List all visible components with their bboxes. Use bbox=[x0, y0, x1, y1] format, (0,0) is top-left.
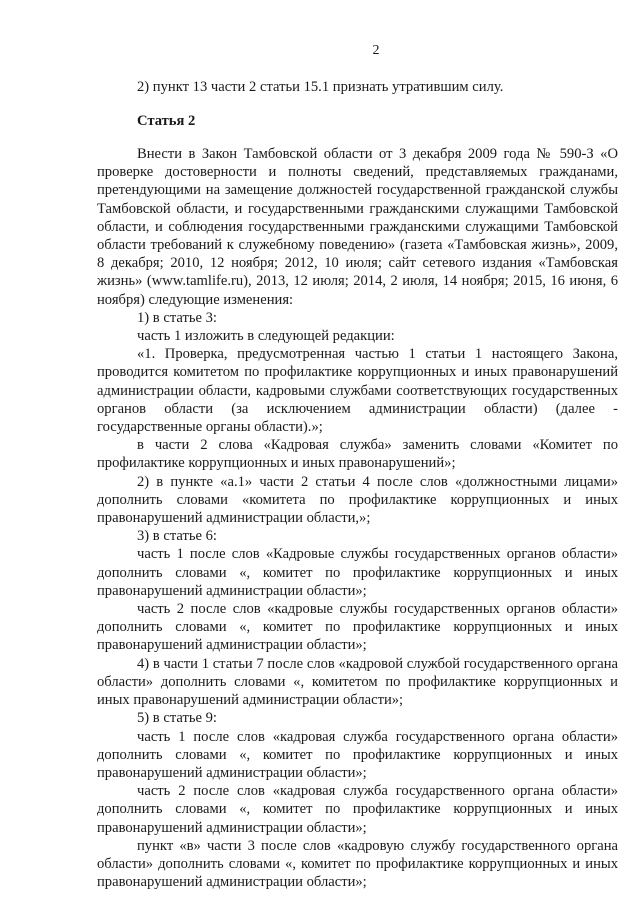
article-heading: Статья 2 bbox=[137, 113, 196, 129]
paragraph: часть 1 после слов «Кадровые службы государственных органов области» дополнить словами «, комитет по профилактике коррупционных и иных правонарушений администрации области»; bbox=[97, 546, 618, 599]
paragraph-item-3: 3) в статье 6: bbox=[137, 528, 217, 545]
paragraph-item-5: 5) в статье 9: bbox=[137, 710, 217, 727]
paragraph: в части 2 слова «Кадровая служба» заменить словами «Комитет по профилактике коррупционных и иных правонарушений»; bbox=[97, 437, 618, 472]
page-number: 2 bbox=[372, 43, 380, 58]
paragraph: часть 2 после слов «кадровая служба государственного органа области» дополнить словами «, комитет по профилактике коррупционных и иных правонарушений администрации области»; bbox=[97, 783, 618, 836]
article-body bbox=[97, 145, 618, 891]
paragraph: часть 2 после слов «кадровые службы государственных органов области» дополнить словами «, комитет по профилактике коррупционных и иных правонарушений администрации области»; bbox=[97, 601, 618, 654]
paragraph-first-line: 2) пункт 13 части 2 статьи 15.1 признать утратившим силу. bbox=[137, 79, 504, 95]
paragraph: «1. Проверка, предусмотренная частью 1 статьи 1 настоящего Закона, проводится комитетом по профилактике коррупционных и иных правонарушений администрации области, кадровыми службами соответствующих государственных органов области (за исключением администрации области) (далее - государственные органы области).»; bbox=[97, 346, 618, 436]
paragraph: пункт «в» части 3 после слов «кадровую службу государственного органа области» дополнить словами «, комитет по профилактике коррупционных и иных правонарушений администрации области»; bbox=[97, 837, 618, 891]
paragraph-item-4: 4) в части 1 статьи 7 после слов «кадровой службой государственного органа области» дополнить словами «, комитетом по профилактике коррупционных и иных правонарушений администрации области»; bbox=[97, 655, 618, 709]
paragraph-item-1: 1) в статье 3: bbox=[137, 309, 217, 326]
paragraph-intro: Внести в Закон Тамбовской области от 3 декабря 2009 года № 590-З «О проверке достоверности и полноты сведений, представляемых гражданами, претендующими на замещение должностей государственной гражданской службы Тамбовской области, и государственными гражданскими служащими Тамбовской области, и соблюдения государственными гражданскими служащими Тамбовской области требований к служебному поведению» (газета «Тамбовская жизнь», 2009, 8 декабря; 2010, 12 ноября; 2012, 10 июля; сайт сетевого издания «Тамбовская жизнь» (www.tamlife.ru), 2013, 12 июля; 2014, 2 июля, 14 ноября; 2015, 16 июня, 6 ноября) следующие изменения: bbox=[97, 146, 618, 308]
paragraph: часть 1 после слов «кадровая служба государственного органа области» дополнить словами «, комитет по профилактике коррупционных и иных правонарушений администрации области»; bbox=[97, 728, 618, 781]
paragraph-item-2: 2) в пункте «а.1» части 2 статьи 4 после слов «должностными лицами» дополнить словами «комитета по профилактике коррупционных и иных правонарушений администрации области,»; bbox=[97, 473, 618, 527]
paragraph: часть 1 изложить в следующей редакции: bbox=[137, 328, 395, 345]
